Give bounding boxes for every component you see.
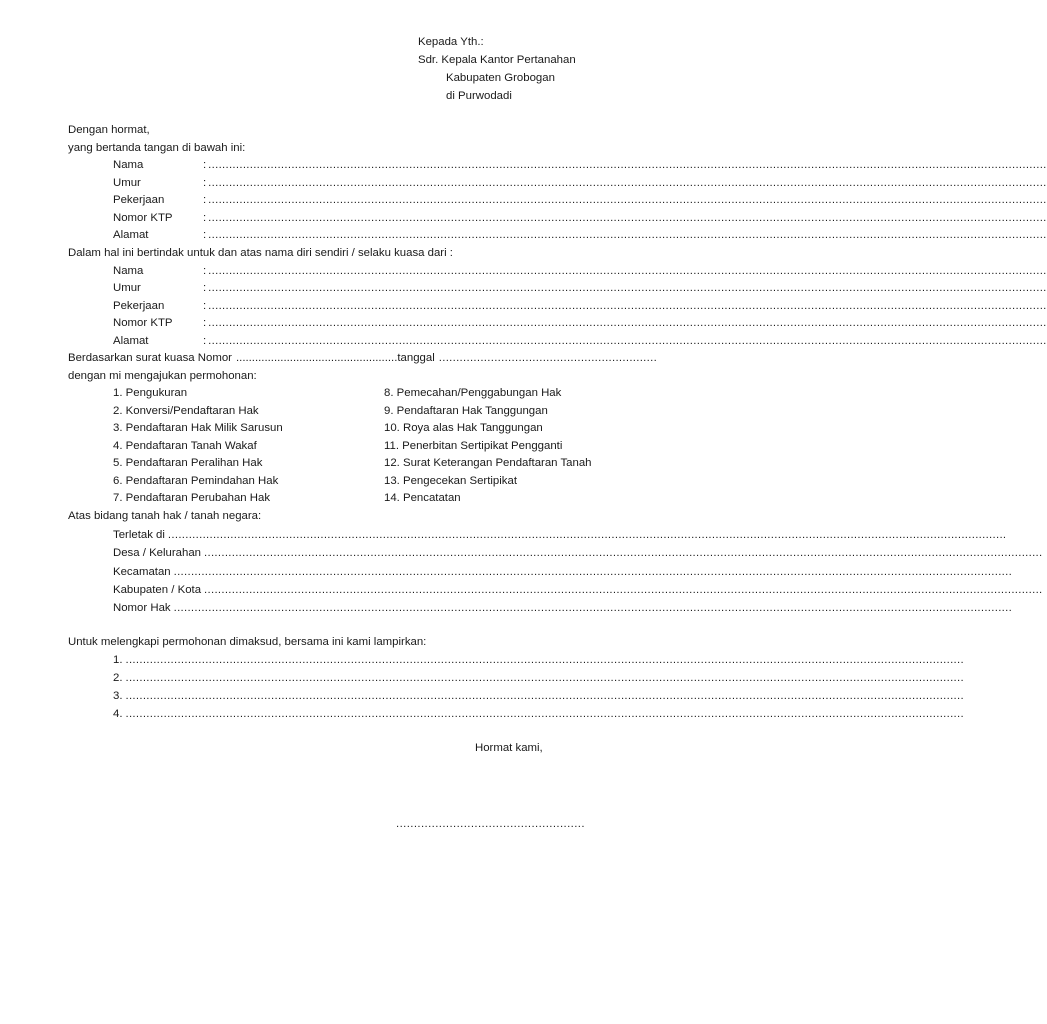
land-right-number-row[interactable] bbox=[113, 601, 1013, 615]
proxy-address-row[interactable] bbox=[113, 334, 1047, 348]
applicant-name-row[interactable] bbox=[113, 158, 1047, 172]
fill-line[interactable]: .................................................................................................................................................................................................................................................. bbox=[125, 654, 964, 666]
fill-line[interactable]: .................................................................................................................................................................................................................................................. bbox=[173, 566, 1013, 578]
field-label: Nomor KTP bbox=[113, 212, 173, 224]
address-place: di Purwodadi bbox=[446, 90, 512, 102]
address-recipient: Sdr. Kepala Kantor Pertanahan bbox=[418, 54, 576, 66]
fill-line[interactable]: .................................................................................................................................................................................................................................................. bbox=[208, 335, 1047, 347]
field-label: Nomor Hak bbox=[113, 602, 171, 614]
applicant-age-row[interactable] bbox=[113, 176, 1047, 190]
field-label: Umur bbox=[113, 177, 141, 189]
field-label: Terletak di bbox=[113, 529, 165, 541]
address-to: Kepada Yth.: bbox=[418, 36, 484, 48]
service-item[interactable]: 12. Surat Keterangan Pendaftaran Tanah bbox=[384, 457, 592, 469]
on-behalf-text: Dalam hal ini bertindak untuk dan atas nama diri sendiri / selaku kuasa dari : bbox=[68, 247, 453, 259]
fill-line[interactable]: .................................................................................................................................................................................................................................................. bbox=[173, 602, 1013, 614]
service-item[interactable]: 14. Pencatatan bbox=[384, 492, 461, 504]
fill-line[interactable]: .................................................................................................................................................................................................................................................. bbox=[208, 159, 1047, 171]
request-intro: dengan mi mengajukan permohonan: bbox=[68, 370, 257, 382]
colon: : bbox=[203, 317, 207, 329]
attachment-row[interactable] bbox=[113, 689, 964, 703]
field-label: Pekerjaan bbox=[113, 194, 165, 206]
land-regency-row[interactable] bbox=[113, 583, 1043, 597]
greeting: Dengan hormat, bbox=[68, 124, 150, 136]
fill-line[interactable]: .................................................................................................................................................................................................................................................. bbox=[125, 690, 964, 702]
fill-line[interactable]: .................................................................................................................................................................................................................................................. bbox=[167, 529, 1007, 541]
colon: : bbox=[203, 282, 207, 294]
colon: : bbox=[203, 212, 207, 224]
service-item[interactable]: 7. Pendaftaran Perubahan Hak bbox=[113, 492, 271, 504]
fill-line[interactable]: .................................................................................................................................................................................................................................................. bbox=[204, 584, 1043, 596]
applicant-ktp-row[interactable] bbox=[113, 211, 1047, 225]
attachments-intro: Untuk melengkapi permohonan dimaksud, bersama ini kami lampirkan: bbox=[68, 636, 427, 648]
intro-text: yang bertanda tangan di bawah ini: bbox=[68, 142, 246, 154]
attachment-row[interactable] bbox=[113, 653, 964, 667]
closing: Hormat kami, bbox=[475, 742, 543, 754]
land-intro: Atas bidang tanah hak / tanah negara: bbox=[68, 510, 262, 522]
field-label: Nama bbox=[113, 159, 144, 171]
colon: : bbox=[203, 300, 207, 312]
fill-line[interactable]: .................................................................................................................................................................................................................................................. bbox=[208, 177, 1047, 189]
colon: : bbox=[203, 229, 207, 241]
service-item[interactable]: 9. Pendaftaran Hak Tanggungan bbox=[384, 405, 548, 417]
colon: : bbox=[203, 194, 207, 206]
service-item[interactable]: 4. Pendaftaran Tanah Wakaf bbox=[113, 440, 257, 452]
attachment-number: 1. bbox=[113, 654, 123, 666]
poa-number-line[interactable]: ................................................... bbox=[235, 352, 398, 364]
fill-line[interactable]: .................................................................................................................................................................................................................................................. bbox=[208, 212, 1047, 224]
field-label: Umur bbox=[113, 282, 141, 294]
field-label: Kecamatan bbox=[113, 566, 171, 578]
colon: : bbox=[203, 159, 207, 171]
fill-line[interactable]: .................................................................................................................................................................................................................................................. bbox=[208, 317, 1047, 329]
land-location-row[interactable] bbox=[113, 528, 1007, 542]
field-label: Desa / Kelurahan bbox=[113, 547, 202, 559]
service-item[interactable]: 3. Pendaftaran Hak Milik Sarusun bbox=[113, 422, 283, 434]
service-item[interactable]: 6. Pendaftaran Pemindahan Hak bbox=[113, 475, 279, 487]
poa-prefix: Berdasarkan surat kuasa Nomor bbox=[68, 352, 232, 364]
field-label: Alamat bbox=[113, 229, 149, 241]
service-item[interactable]: 13. Pengecekan Sertipikat bbox=[384, 475, 517, 487]
poa-date-label: tanggal bbox=[397, 352, 435, 364]
attachment-number: 2. bbox=[113, 672, 123, 684]
proxy-ktp-row[interactable] bbox=[113, 316, 1047, 330]
fill-line[interactable]: .................................................................................................................................................................................................................................................. bbox=[208, 265, 1047, 277]
service-item[interactable]: 11. Penerbitan Sertipikat Pengganti bbox=[384, 440, 563, 452]
fill-line[interactable]: .................................................................................................................................................................................................................................................. bbox=[204, 547, 1043, 559]
applicant-job-row[interactable] bbox=[113, 193, 1047, 207]
land-district-row[interactable] bbox=[113, 565, 1013, 579]
attachment-number: 4. bbox=[113, 708, 123, 720]
fill-line[interactable]: .................................................................................................................................................................................................................................................. bbox=[208, 194, 1047, 206]
fill-line[interactable]: .................................................................................................................................................................................................................................................. bbox=[208, 229, 1047, 241]
field-label: Nama bbox=[113, 265, 144, 277]
service-item[interactable]: 5. Pendaftaran Peralihan Hak bbox=[113, 457, 263, 469]
proxy-name-row[interactable] bbox=[113, 264, 1047, 278]
fill-line[interactable]: .................................................................................................................................................................................................................................................. bbox=[208, 282, 1047, 294]
field-label: Alamat bbox=[113, 335, 149, 347]
signature-line[interactable]: ..................................................... bbox=[396, 818, 585, 830]
attachment-number: 3. bbox=[113, 690, 123, 702]
proxy-age-row[interactable] bbox=[113, 281, 1047, 295]
attachment-row[interactable] bbox=[113, 707, 964, 721]
service-item[interactable]: 2. Konversi/Pendaftaran Hak bbox=[113, 405, 259, 417]
address-regency: Kabupaten Grobogan bbox=[446, 72, 555, 84]
land-village-row[interactable] bbox=[113, 546, 1043, 560]
attachment-row[interactable] bbox=[113, 671, 964, 685]
field-label: Kabupaten / Kota bbox=[113, 584, 202, 596]
colon: : bbox=[203, 177, 207, 189]
service-item[interactable]: 1. Pengukuran bbox=[113, 387, 188, 399]
fill-line[interactable]: .................................................................................................................................................................................................................................................. bbox=[125, 672, 964, 684]
field-label: Nomor KTP bbox=[113, 317, 173, 329]
field-label: Pekerjaan bbox=[113, 300, 165, 312]
fill-line[interactable]: .................................................................................................................................................................................................................................................. bbox=[125, 708, 964, 720]
colon: : bbox=[203, 265, 207, 277]
service-item[interactable]: 8. Pemecahan/Penggabungan Hak bbox=[384, 387, 562, 399]
fill-line[interactable]: .................................................................................................................................................................................................................................................. bbox=[208, 300, 1047, 312]
poa-date-line[interactable]: ............................................................... bbox=[438, 352, 658, 364]
colon: : bbox=[203, 335, 207, 347]
service-item[interactable]: 10. Roya alas Hak Tanggungan bbox=[384, 422, 543, 434]
power-of-attorney-row[interactable] bbox=[68, 351, 697, 365]
applicant-address-row[interactable] bbox=[113, 228, 1047, 242]
proxy-job-row[interactable] bbox=[113, 299, 1047, 313]
